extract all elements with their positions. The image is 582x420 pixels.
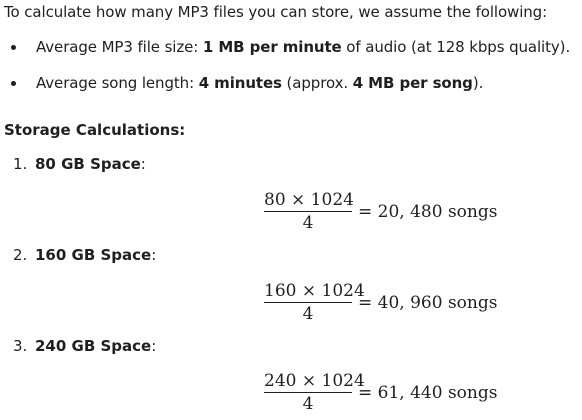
equation-result: = 40, 960 songs (358, 293, 498, 313)
assumption-prefix: Average song length: (36, 74, 199, 92)
fraction-denominator: 4 (302, 213, 314, 233)
calculation-colon: : (151, 246, 157, 264)
calculation-item-80gb (13, 154, 146, 174)
assumption-text (36, 37, 570, 57)
section-heading: Storage Calculations: (4, 121, 186, 139)
calculation-colon: : (140, 155, 146, 173)
calculation-item-240gb (13, 336, 156, 356)
fraction-numerator: 80 × 1024 (264, 190, 354, 210)
list-number: 1. (13, 155, 28, 173)
assumption-suffix: ). (472, 74, 484, 92)
assumption-emphasis: 1 MB per minute (202, 38, 342, 56)
equation-result: = 20, 480 songs (358, 202, 498, 222)
fraction-bar (264, 211, 352, 212)
calculation-label: 240 GB Space (35, 337, 152, 355)
assumption-emphasis: 4 minutes (198, 74, 282, 92)
calculation-item-160gb (13, 245, 156, 265)
fraction-numerator: 240 × 1024 (264, 371, 365, 391)
list-number: 3. (13, 337, 28, 355)
list-number: 2. (13, 246, 28, 264)
fraction-numerator: 160 × 1024 (264, 281, 365, 301)
assumption-suffix: of audio (at 128 kbps quality). (341, 38, 571, 56)
assumption-prefix: Average MP3 file size: (36, 38, 203, 56)
intro-paragraph: To calculate how many MP3 files you can store, we assume the following: (4, 3, 548, 21)
bullet-icon (11, 81, 16, 86)
assumption-text (36, 73, 483, 93)
fraction-denominator: 4 (302, 394, 314, 414)
fraction-denominator: 4 (302, 304, 314, 324)
calculation-label: 160 GB Space (35, 246, 152, 264)
fraction-bar (264, 392, 352, 393)
calculation-colon: : (151, 337, 157, 355)
fraction-bar (264, 302, 352, 303)
assumption-middle: (approx. (281, 74, 353, 92)
equation-result: = 61, 440 songs (358, 383, 498, 403)
calculation-label: 80 GB Space (35, 155, 141, 173)
bullet-icon (11, 45, 16, 50)
assumption-emphasis-secondary: 4 MB per song (352, 74, 473, 92)
